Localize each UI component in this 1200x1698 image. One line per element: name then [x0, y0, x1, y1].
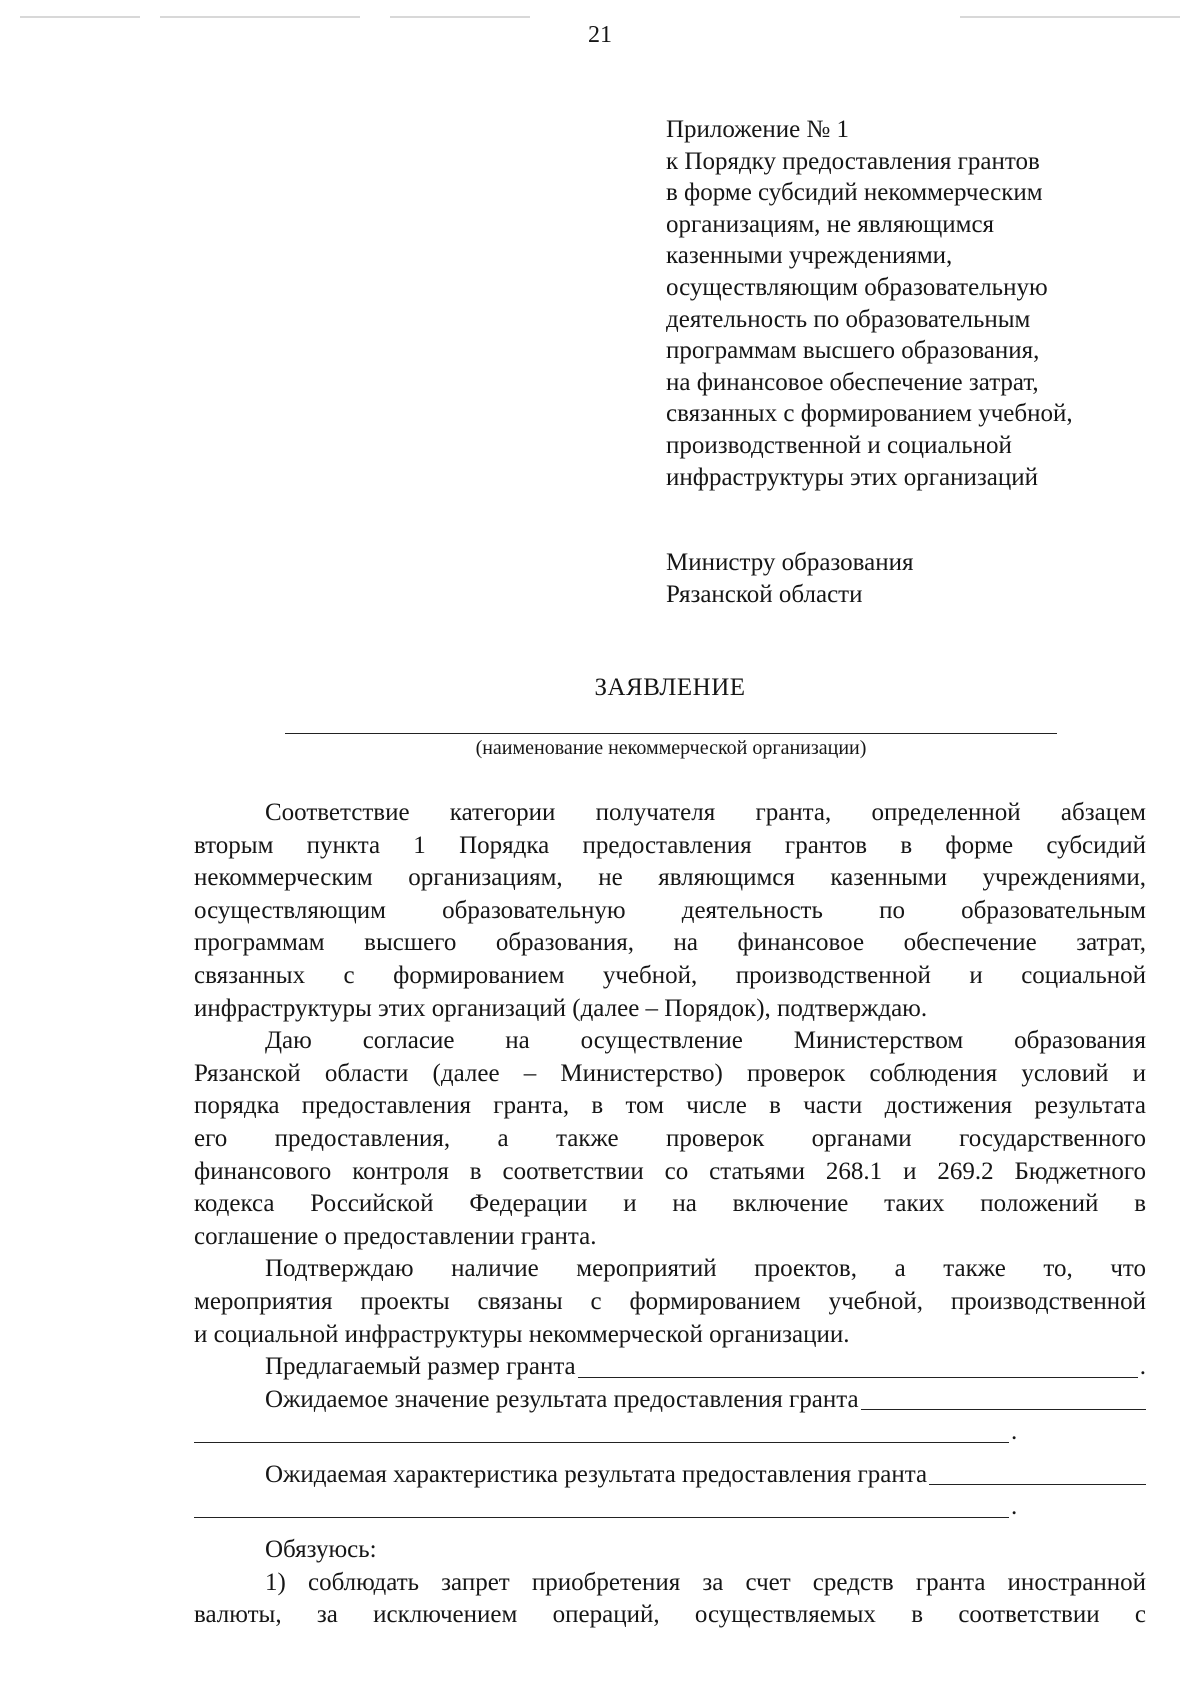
appendix-line: к Порядку предоставления грантов	[666, 147, 1040, 175]
obligation-heading: Обязуюсь:	[265, 1536, 377, 1564]
appendix-line: на финансовое обеспечение затрат,	[666, 368, 1039, 396]
paragraph-projects-confirmation	[194, 1253, 1146, 1351]
text-line: порядка предоставления гранта, в том числе в части достижения результата	[194, 1092, 1146, 1120]
scan-artifact	[960, 16, 1180, 18]
text-line: и социальной инфраструктуры некоммерческой организации.	[194, 1320, 850, 1348]
scan-artifact	[160, 16, 360, 18]
text-line: его предоставления, а также проверок органами государственного	[194, 1124, 1146, 1152]
expected-value-continuation-blank[interactable]	[194, 1418, 1009, 1443]
document-title: ЗАЯВЛЕНИЕ	[594, 674, 746, 701]
page-number: 21	[588, 22, 612, 48]
text-line: инфраструктуры этих организаций (далее – Порядок), подтверждаю.	[194, 994, 928, 1022]
addressee-line: Министру образования	[666, 549, 914, 576]
period-mark: .	[1011, 1418, 1018, 1446]
text-line: валюты, за исключением операций, осуществляемых в соответствии с	[194, 1601, 1146, 1629]
appendix-line: Приложение № 1	[666, 116, 850, 143]
appendix-line: производственной и социальной	[666, 431, 1012, 459]
appendix-line: деятельность по образовательным	[666, 305, 1031, 333]
grant-size-label: Предлагаемый размер гранта	[265, 1353, 576, 1381]
expected-value-continuation-row	[194, 1416, 1146, 1449]
appendix-header	[666, 114, 1166, 493]
appendix-line: в форме субсидий некоммерческим	[666, 179, 1043, 207]
appendix-line: осуществляющим образовательную	[666, 273, 1048, 301]
text-line: Подтверждаю наличие мероприятий проектов, а также то, что	[265, 1255, 1146, 1283]
expected-value-blank[interactable]	[861, 1385, 1146, 1410]
appendix-line: инфраструктуры этих организаций	[666, 463, 1039, 491]
text-line: некоммерческим организациям, не являющимся казенными учреждениями,	[194, 864, 1146, 892]
text-line: Соответствие категории получателя гранта, определенной абзацем	[265, 799, 1146, 826]
addressee-block	[666, 547, 1126, 610]
text-line: финансового контроля в соответствии со статьями 268.1 и 269.2 Бюджетного	[194, 1157, 1146, 1185]
appendix-line: казенными учреждениями,	[666, 242, 953, 270]
text-line: Рязанской области (далее – Министерство) проверок соблюдения условий и	[194, 1059, 1146, 1087]
expected-characteristic-blank[interactable]	[929, 1460, 1146, 1485]
document-body	[194, 797, 1146, 1632]
period-mark: .	[1139, 1353, 1146, 1381]
text-line: вторым пункта 1 Порядка предоставления грантов в форме субсидий	[194, 831, 1146, 859]
period-mark: .	[1011, 1493, 1018, 1521]
text-line: Даю согласие на осуществление Министерством образования	[265, 1027, 1146, 1055]
organization-name-caption: (наименование некоммерческой организации)	[475, 737, 867, 759]
text-line: программам высшего образования, на финансовое обеспечение затрат,	[194, 929, 1146, 957]
scan-artifact	[390, 16, 530, 18]
expected-characteristic-continuation-blank[interactable]	[194, 1493, 1009, 1518]
addressee-line: Рязанской области	[666, 580, 863, 608]
text-line: кодекса Российской Федерации и на включение таких положений в	[194, 1190, 1146, 1218]
expected-value-label: Ожидаемое значение результата предоставления гранта	[265, 1385, 859, 1413]
grant-size-blank[interactable]	[578, 1353, 1138, 1378]
obligation-item-1	[194, 1567, 1146, 1632]
expected-characteristic-label: Ожидаемая характеристика результата предоставления гранта	[265, 1460, 928, 1488]
text-line: связанных с формированием учебной, производственной и социальной	[194, 961, 1146, 989]
grant-size-row	[194, 1351, 1146, 1384]
expected-characteristic-continuation-row	[194, 1491, 1146, 1524]
appendix-line: программам высшего образования,	[666, 337, 1040, 365]
scan-artifact	[20, 16, 140, 18]
text-line: соглашение о предоставлении гранта.	[194, 1222, 597, 1250]
text-line: осуществляющим образовательную деятельность по образовательным	[194, 896, 1146, 924]
text-line: мероприятия проекты связаны с формированием учебной, производственной	[194, 1287, 1146, 1315]
appendix-line: связанных с формированием учебной,	[666, 400, 1073, 428]
text-line: 1) соблюдать запрет приобретения за счет средств гранта иностранной	[265, 1568, 1146, 1596]
expected-value-row	[194, 1384, 1146, 1417]
organization-name-blank[interactable]	[285, 733, 1057, 734]
appendix-line: организациям, не являющимся	[666, 210, 995, 238]
paragraph-consent	[194, 1025, 1146, 1253]
expected-characteristic-row	[194, 1459, 1146, 1492]
paragraph-category-confirmation	[194, 797, 1146, 1025]
